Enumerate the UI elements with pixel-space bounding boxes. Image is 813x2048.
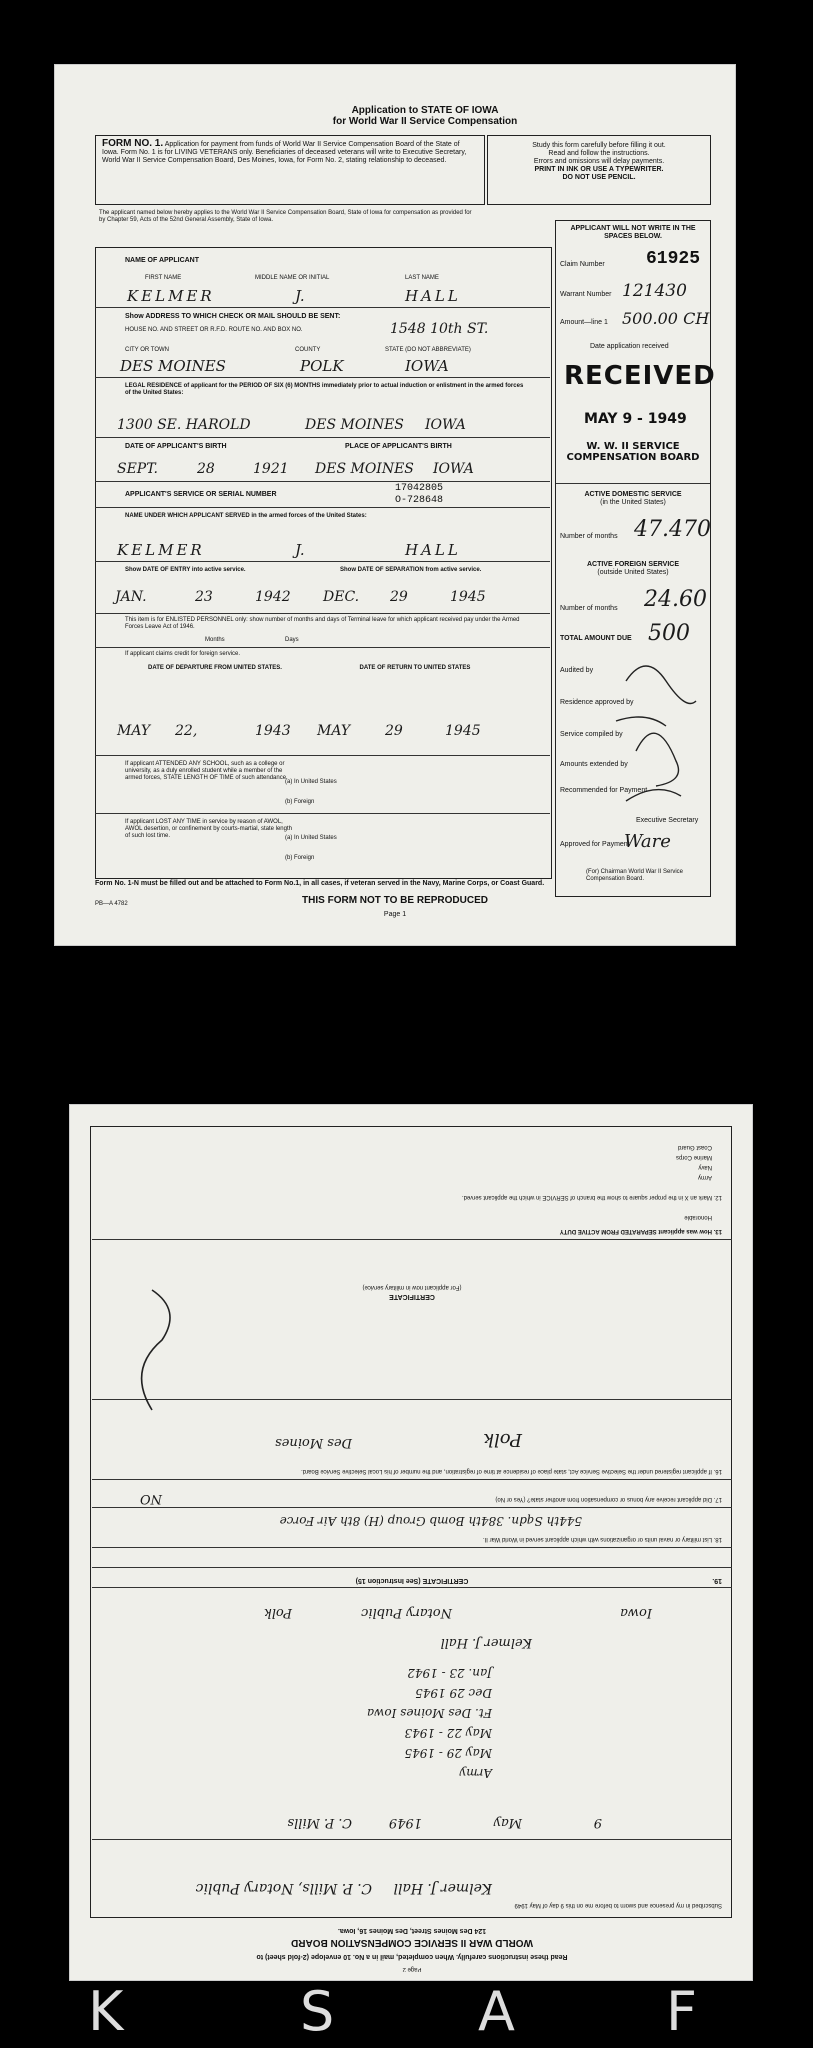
return-year: 1945	[445, 723, 481, 739]
p2-county: Polk	[263, 1605, 292, 1620]
rule	[92, 1567, 732, 1568]
recommended-label: Recommended for Payment	[560, 787, 648, 794]
middle-name-value: J.	[295, 287, 305, 305]
form-intro-text: Application for payment from funds of World War II Service Compensation Board of the State of Iowa. Form No. 1 is for LIVING VETERANS only. Beneficiaries of deceased veterans will write to Executive Secretary, World War II Service Compensation Board, Des Moines, Iowa, for Form No. 2, stating relationship to deceased.	[102, 141, 467, 164]
q10-foreign: (b) Foreign	[285, 799, 315, 805]
entry-year: 1942	[255, 589, 291, 605]
date-received-label: Date application received	[590, 343, 669, 350]
form-intro	[102, 140, 478, 165]
p2-service-dates-2: Dec 29 1945	[415, 1686, 492, 1700]
house-label: HOUSE NO. AND STREET OR R.F.D. ROUTE NO. AND BOX NO.	[125, 327, 303, 333]
q7-separation-label: Show DATE OF SEPARATION from active service.	[340, 567, 482, 573]
p2-certificate-heading	[272, 1576, 552, 1584]
study-line-1: Study this form carefully before filling it out.	[532, 142, 666, 149]
total-value: 500	[648, 621, 690, 646]
preamble: The applicant named below hereby applies to the World War II Service Compensation Board, State of Iowa for compensation as provided for by Chapter 59, Acts of the 52nd General Assembly, State of Iowa.	[99, 210, 472, 223]
p2-marine-corps: Marine Corps	[675, 1154, 712, 1160]
office-header: APPLICANT WILL NOT WRITE IN THE SPACES BELOW.	[570, 225, 696, 240]
rule	[95, 813, 550, 814]
rule	[95, 613, 550, 614]
p2-service-branch: Army	[459, 1766, 492, 1780]
p2-q17-answer: NO	[139, 1491, 162, 1506]
rule	[556, 483, 710, 484]
p2-service-dates-3: May 22 - 1943	[404, 1726, 492, 1740]
birthplace-label: PLACE OF APPLICANT'S BIRTH	[345, 443, 452, 450]
board-stamp	[560, 441, 706, 463]
q9-label: If applicant claims credit for foreign service.	[125, 651, 241, 657]
footer-letter-a: A	[478, 1980, 515, 2043]
study-line-5: DO NOT USE PENCIL.	[562, 174, 636, 181]
served-last-name: HALL	[405, 541, 461, 559]
domestic-months-label: Number of months	[560, 533, 618, 540]
p2-unit-value: 544th Sqdn. 384th Bomb Group (H) 8th Air Force	[279, 1514, 582, 1528]
separation-year: 1945	[450, 589, 486, 605]
q5-label: APPLICANT'S SERVICE OR SERIAL NUMBER	[125, 491, 277, 498]
p2-section-19: 19.	[712, 1577, 722, 1584]
last-name-value: HALL	[405, 287, 461, 305]
rule	[95, 561, 550, 562]
q2-label: Show ADDRESS TO WHICH CHECK OR MAIL SHOULD BE SENT:	[125, 313, 341, 320]
residence-approved-label: Residence approved by	[560, 699, 634, 706]
domestic-sub: (in the United States)	[600, 499, 666, 506]
rule	[92, 1839, 732, 1840]
rule	[92, 1239, 732, 1240]
application-page-2	[70, 1105, 752, 1980]
p2-q13: 13. How was applicant SEPARATED FROM ACTIVE DUTY	[559, 1228, 722, 1234]
audited-label: Audited by	[560, 667, 594, 674]
county-value: POLK	[300, 357, 344, 375]
chairman-label: (For) Chairman World War II Service Compensation Board.	[586, 869, 684, 882]
footer-letter-s: S	[300, 1980, 335, 2043]
p2-header-3: 124 Des Moines Street, Des Moines 16, Iowa.	[337, 1927, 487, 1934]
study-line-2: Read and follow the instructions.	[548, 150, 650, 157]
q11-in-us: (a) In United States	[285, 835, 337, 841]
q7-entry-label: Show DATE OF ENTRY into active service.	[125, 567, 246, 573]
approved-label: Approved for Payment	[560, 841, 630, 848]
first-name-label: FIRST NAME	[145, 275, 182, 281]
birth-year: 1921	[253, 461, 289, 477]
print-code: PB—A 4782	[95, 901, 128, 907]
city-label: CITY OR TOWN	[125, 347, 170, 353]
p2-honorable: Honorable	[684, 1214, 712, 1220]
residence-city: DES MOINES	[305, 417, 404, 433]
serial-number-2: O-728648	[395, 495, 444, 506]
rule	[92, 1547, 732, 1548]
study-line-4: PRINT IN INK OR USE A TYPEWRITER.	[534, 166, 664, 173]
received-date-stamp: MAY 9 - 1949	[584, 411, 687, 427]
domestic-heading	[556, 491, 710, 507]
rule	[95, 377, 550, 378]
p2-unit-label: 18. List military or naval units or organizations with which applicant served in World War II.	[482, 1536, 722, 1542]
state-label: STATE (DO NOT ABBREVIATE)	[385, 347, 471, 353]
received-stamp: RECEIVED	[564, 361, 716, 391]
p2-certificate-2: CERTIFICATE	[389, 1293, 435, 1300]
residence-street: 1300 SE. HAROLD	[117, 417, 251, 433]
warrant-number: 121430	[622, 281, 687, 301]
instructions-text	[492, 142, 706, 182]
p2-certificate-2-sub: (For applicant now in military service)	[362, 1284, 462, 1290]
rule	[92, 1479, 732, 1480]
serial-number-1: 17042805	[395, 483, 444, 494]
return-day: 29	[385, 723, 403, 739]
q8-months: Months	[205, 637, 225, 643]
foreign-months-value: 24.60	[644, 587, 707, 612]
p2-q16-board: Polk	[483, 1429, 522, 1450]
served-middle: J.	[295, 541, 305, 559]
return-month: MAY	[317, 723, 351, 739]
city-value: DES MOINES	[120, 357, 226, 375]
form-note: Form No. 1-N must be filled out and be attached to Form No.1, in all cases, if veteran served in the Navy, Marine Corps, or Coast Guard.	[95, 880, 545, 887]
domestic-months-value: 47.470	[634, 517, 711, 542]
birth-state: IOWA	[433, 461, 474, 477]
q1-label: NAME OF APPLICANT	[125, 257, 200, 264]
study-line-3: Errors and omissions will delay payments.	[533, 158, 665, 165]
q3-label: LEGAL RESIDENCE of applicant for the PERIOD OF SIX (6) MONTHS immediately prior to actual induction or enlistment in the armed forces of the United States:	[125, 383, 524, 396]
not-reproduced-notice: THIS FORM NOT TO BE REPRODUCED	[302, 895, 488, 906]
title-line-2: for World War II Service Compensation	[332, 116, 518, 127]
middle-name-label: MIDDLE NAME OR INITIAL	[255, 275, 330, 281]
first-name-value: KELMER	[127, 287, 215, 305]
rule	[95, 437, 550, 438]
q4-label: DATE OF APPLICANT'S BIRTH	[125, 443, 227, 450]
departure-day: 22,	[175, 723, 198, 739]
separation-day: 29	[390, 589, 408, 605]
footer-letter-f: F	[666, 1980, 698, 2043]
p2-notary-name: Kelmer J. Hall	[393, 1880, 492, 1896]
county-label: COUNTY	[295, 347, 321, 353]
amounts-extended-label: Amounts extended by	[560, 761, 628, 768]
departure-label: DATE OF DEPARTURE FROM UNITED STATES.	[148, 665, 282, 671]
footer-letter-k: K	[88, 1980, 124, 2043]
p2-certificate-title: CERTIFICATE	[422, 1577, 469, 1584]
p2-pen-loop-scribble	[122, 1280, 192, 1420]
q10-label: If applicant ATTENDED ANY SCHOOL, such as a college or university, as a duly enrolled student while a member of the armed forces, STATE LENGTH OF TIME of such attendance.	[125, 761, 288, 781]
departure-month: MAY	[117, 723, 151, 739]
foreign-sub: (outside United States)	[597, 569, 669, 576]
birth-day: 28	[197, 461, 215, 477]
page-number: Page 1	[383, 911, 407, 918]
title-line-1: Application to STATE OF IOWA	[351, 105, 499, 116]
board-stamp-line-2: COMPENSATION BOARD	[566, 452, 700, 463]
form-number: FORM NO. 1.	[102, 138, 164, 149]
p2-q16: 16. If applicant registered under the Selective Service Act, state place of residence at time of registration, and the number of his Local Selective Service Board.	[301, 1468, 722, 1474]
claim-number: 61925	[646, 249, 701, 269]
p2-service-dates-4: May 29 - 1945	[404, 1746, 492, 1760]
p2-navy: Navy	[698, 1164, 712, 1170]
p2-sworn-month: May	[493, 1815, 522, 1830]
foreign-months-label: Number of months	[560, 605, 618, 612]
warrant-label: Warrant Number	[560, 291, 612, 298]
birth-town: DES MOINES	[315, 461, 414, 477]
p2-q12: 12. Mark an X in the proper square to show the branch of SERVICE in which the applicant served.	[461, 1194, 722, 1200]
page-2-rotated-content	[70, 1105, 752, 1980]
departure-year: 1943	[255, 723, 291, 739]
residence-state: IOWA	[425, 417, 466, 433]
p2-service-place: Ft. Des Moines Iowa	[366, 1706, 492, 1720]
p2-sworn-year: 1949	[388, 1815, 422, 1830]
last-name-label: LAST NAME	[405, 275, 439, 281]
rule	[95, 647, 550, 648]
entry-month: JAN.	[115, 589, 147, 605]
office-signatures-scribble	[606, 651, 706, 841]
birth-month: SEPT.	[117, 461, 158, 477]
service-compiled-label: Service compiled by	[560, 731, 623, 738]
executive-secretary: Executive Secretary	[636, 817, 699, 824]
q6-label: NAME UNDER WHICH APPLICANT SERVED in the armed forces of the United States:	[125, 513, 367, 519]
amount-label: Amount—line 1	[560, 319, 608, 326]
rule	[95, 755, 550, 756]
instructions-box	[487, 135, 711, 205]
rule	[95, 307, 550, 308]
address-value: 1548 10th ST.	[390, 321, 489, 337]
p2-q16-city: Des Moines	[275, 1435, 352, 1450]
rule	[95, 481, 550, 482]
rule	[92, 1587, 732, 1588]
foreign-heading	[556, 561, 710, 577]
p2-service-dates-1: Jan. 23 - 1942	[407, 1666, 492, 1680]
return-label: DATE OF RETURN TO UNITED STATES	[359, 665, 471, 671]
domestic-label: ACTIVE DOMESTIC SERVICE	[584, 491, 682, 498]
p2-sworn-day: 9	[593, 1815, 602, 1830]
board-stamp-line-1: W. W. II SERVICE	[586, 441, 680, 452]
p2-sworn-text: Subscribed in my presence and sworn to before me on this 9 day of May 1949	[514, 1902, 722, 1908]
q8-label: This item is for ENLISTED PERSONNEL only: show number of months and days of Terminal leave for which applicant received pay under the Armed Forces Leave Act of 1946.	[125, 617, 520, 630]
claim-label: Claim Number	[560, 261, 605, 268]
p2-applicant-name: Kelmer J. Hall	[440, 1635, 532, 1650]
p2-state-of: Iowa	[620, 1605, 652, 1620]
amount-value: 500.00 CH	[622, 309, 710, 328]
p2-header-1: Read these instructions carefully. When completed, mail in a No. 10 envelope (2-fold sheet) to	[256, 1953, 568, 1960]
rule	[92, 1507, 732, 1508]
application-page-1	[55, 65, 735, 945]
p2-coast-guard: Coast Guard	[677, 1144, 712, 1150]
entry-day: 23	[195, 589, 213, 605]
p2-notary-sig-2: C. P. Mills	[287, 1815, 352, 1830]
state-value: IOWA	[405, 357, 449, 375]
p2-notary-signature: C. P. Mills, Notary Public	[195, 1880, 372, 1896]
foreign-label: ACTIVE FOREIGN SERVICE	[586, 561, 680, 568]
q10-in-us: (a) In United States	[285, 779, 337, 785]
q11-label: If applicant LOST ANY TIME in service by reason of AWOL, AWOL desertion, or confinement by courts-martial, state length of such lost time.	[125, 819, 292, 839]
p2-q17: 17. Did applicant receive any bonus or compensation from another state? (Yes or No)	[495, 1496, 722, 1502]
rule	[95, 507, 550, 508]
form-no-box	[95, 135, 485, 205]
p2-notary-public: Notary Public	[361, 1605, 452, 1620]
office-use-column	[555, 220, 716, 897]
q11-foreign: (b) Foreign	[285, 855, 315, 861]
form-title	[275, 105, 575, 127]
p2-certificate-note: (See Instruction 15)	[355, 1577, 421, 1584]
q8-days: Days	[285, 637, 299, 643]
p2-page-number: Page 2	[402, 1966, 422, 1972]
served-first-name: KELMER	[117, 541, 205, 559]
separation-month: DEC.	[323, 589, 360, 605]
p2-header-2: WORLD WAR II SERVICE COMPENSATION BOARD	[291, 1937, 533, 1948]
total-label: TOTAL AMOUNT DUE	[560, 635, 632, 642]
approval-signature: Ware	[624, 831, 671, 852]
p2-army: Army	[698, 1174, 712, 1180]
